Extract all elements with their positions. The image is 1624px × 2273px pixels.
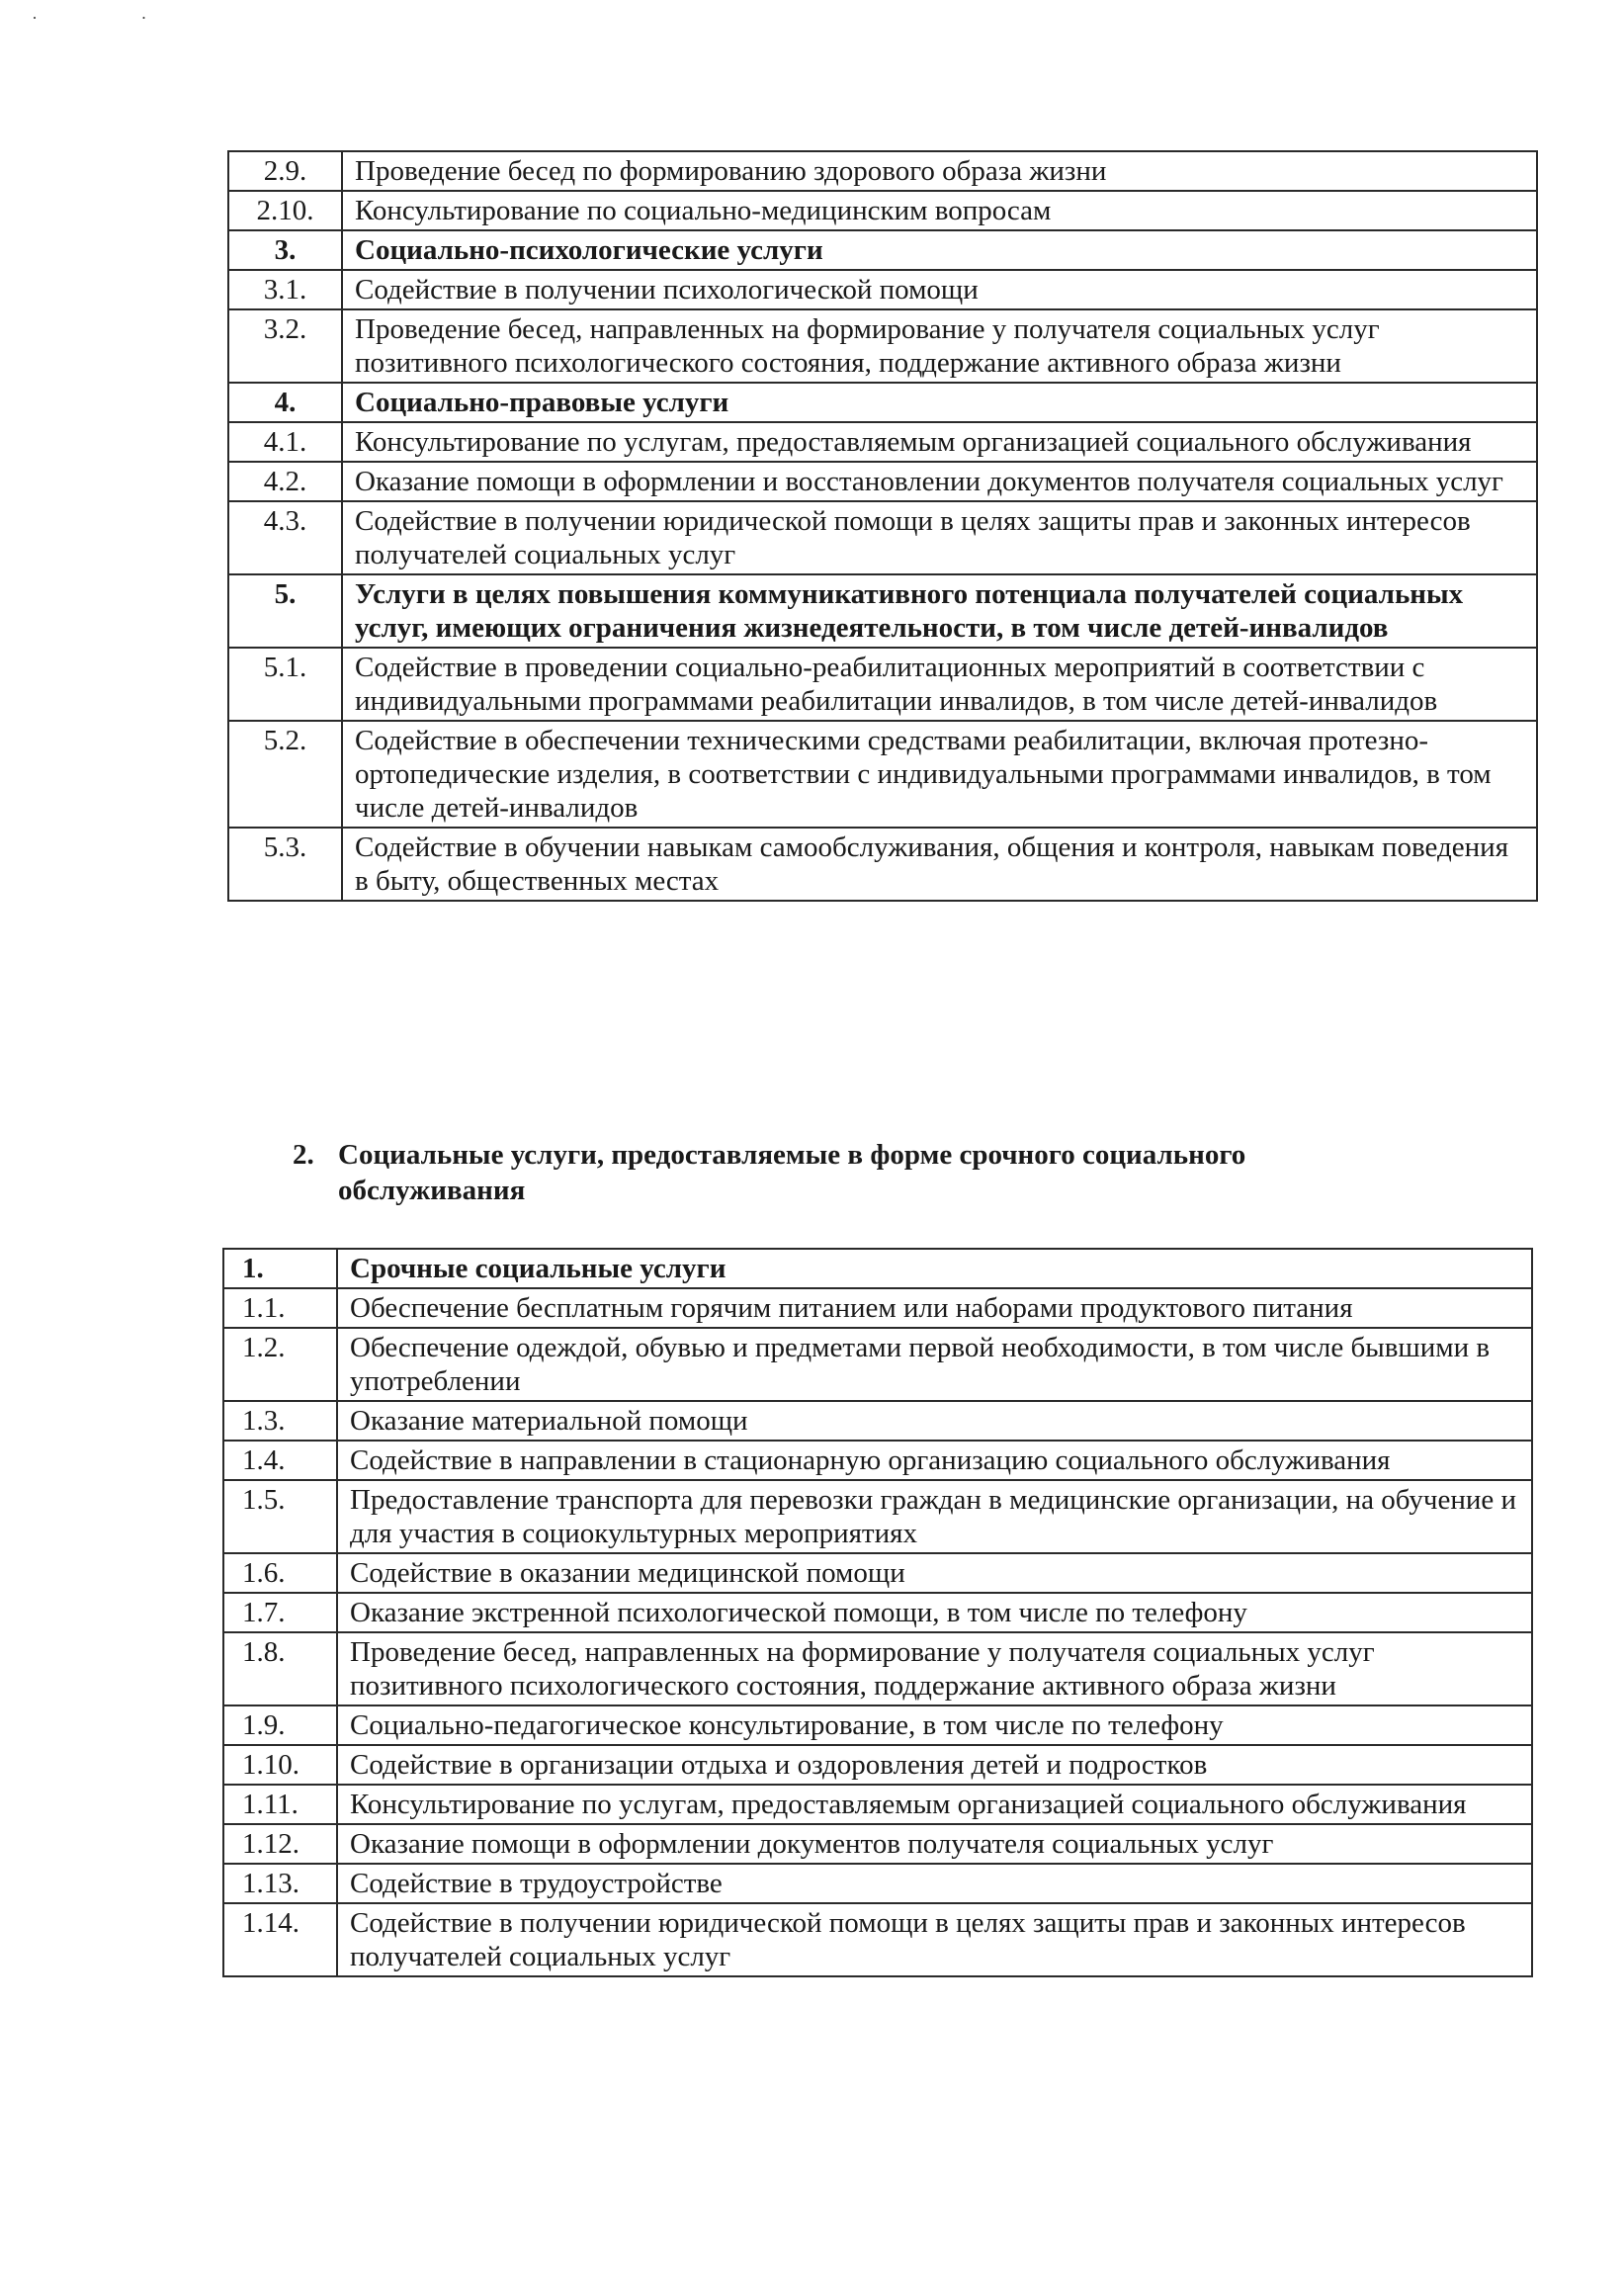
section-heading-number: 2. (293, 1139, 314, 1171)
row-number: 1. (223, 1249, 337, 1288)
table-row (228, 501, 1537, 574)
table-row (223, 1593, 1532, 1632)
row-text: Услуги в целях повышения коммуникативного потенциала получателей социальных услуг, имеющих ограничения жизнедеятельности, в том числе детей-инвалидов (342, 574, 1537, 648)
table-body (228, 151, 1537, 901)
row-number: 1.2. (223, 1328, 337, 1401)
row-text: Оказание материальной помощи (337, 1401, 1532, 1441)
row-number: 1.5. (223, 1480, 337, 1553)
row-number: 1.10. (223, 1745, 337, 1785)
table-row (228, 422, 1537, 462)
row-text: Консультирование по услугам, предоставляемым организацией социального обслуживания (337, 1785, 1532, 1824)
table-row (223, 1288, 1532, 1328)
row-text: Обеспечение одеждой, обувью и предметами первой необходимости, в том числе бывшими в употреблении (337, 1328, 1532, 1401)
row-number: 5.2. (228, 721, 342, 828)
table-row (228, 151, 1537, 191)
row-number: 5.1. (228, 648, 342, 721)
row-text: Оказание экстренной психологической помощи, в том числе по телефону (337, 1593, 1532, 1632)
table-row (223, 1480, 1532, 1553)
table-row (228, 462, 1537, 501)
row-text: Содействие в направлении в стационарную организацию социального обслуживания (337, 1441, 1532, 1480)
section-row (228, 574, 1537, 648)
row-number: 4. (228, 383, 342, 422)
row-text: Содействие в проведении социально-реабилитационных мероприятий в соответствии с индивидуальными программами реабилитации инвалидов, в том числе детей-инвалидов (342, 648, 1537, 721)
row-text: Проведение бесед по формированию здорового образа жизни (342, 151, 1537, 191)
section-row (228, 383, 1537, 422)
row-text: Содействие в обеспечении техническими средствами реабилитации, включая протезно-ортопедические изделия, в соответствии с индивидуальными программами инвалидов, в том числе детей-инвалидов (342, 721, 1537, 828)
table-row (223, 1632, 1532, 1705)
row-text: Содействие в оказании медицинской помощи (337, 1553, 1532, 1593)
row-text: Содействие в трудоустройстве (337, 1864, 1532, 1903)
table-row (223, 1903, 1532, 1976)
table-row (228, 270, 1537, 309)
row-number: 1.7. (223, 1593, 337, 1632)
row-number: 2.10. (228, 191, 342, 230)
table-row (228, 648, 1537, 721)
row-text: Социально-правовые услуги (342, 383, 1537, 422)
row-number: 3.2. (228, 309, 342, 383)
row-number: 1.11. (223, 1785, 337, 1824)
row-number: 1.3. (223, 1401, 337, 1441)
row-text: Оказание помощи в оформлении и восстановлении документов получателя социальных услуг (342, 462, 1537, 501)
row-number: 4.3. (228, 501, 342, 574)
scan-specks: · · (32, 8, 197, 28)
row-number: 3. (228, 230, 342, 270)
section-row (228, 230, 1537, 270)
row-number: 1.14. (223, 1903, 337, 1976)
row-number: 3.1. (228, 270, 342, 309)
row-text: Консультирование по социально-медицинским вопросам (342, 191, 1537, 230)
row-text: Социально-педагогическое консультирование, в том числе по телефону (337, 1705, 1532, 1745)
table-row (228, 828, 1537, 901)
table-row (228, 191, 1537, 230)
table-row (223, 1328, 1532, 1401)
section-heading (293, 1137, 1479, 1208)
table-row (223, 1441, 1532, 1480)
row-text: Содействие в организации отдыха и оздоровления детей и подростков (337, 1745, 1532, 1785)
table-row (228, 721, 1537, 828)
row-text: Консультирование по услугам, предоставляемым организацией социального обслуживания (342, 422, 1537, 462)
row-text: Социально-психологические услуги (342, 230, 1537, 270)
table-row (223, 1864, 1532, 1903)
row-number: 1.8. (223, 1632, 337, 1705)
row-text: Обеспечение бесплатным горячим питанием или наборами продуктового питания (337, 1288, 1532, 1328)
table-body (223, 1249, 1532, 1976)
row-number: 2.9. (228, 151, 342, 191)
row-number: 1.12. (223, 1824, 337, 1864)
row-text: Содействие в получении юридической помощи в целях защиты прав и законных интересов получателей социальных услуг (342, 501, 1537, 574)
services-table-continued (227, 150, 1538, 902)
section-heading-text: Социальные услуги, предоставляемые в форме срочного социального обслуживания (338, 1139, 1246, 1206)
row-number: 1.13. (223, 1864, 337, 1903)
table-row (223, 1705, 1532, 1745)
table-row (223, 1401, 1532, 1441)
row-text: Оказание помощи в оформлении документов получателя социальных услуг (337, 1824, 1532, 1864)
row-number: 1.9. (223, 1705, 337, 1745)
row-number: 5. (228, 574, 342, 648)
row-text: Срочные социальные услуги (337, 1249, 1532, 1288)
row-number: 1.6. (223, 1553, 337, 1593)
row-number: 4.1. (228, 422, 342, 462)
row-number: 1.1. (223, 1288, 337, 1328)
row-text: Проведение бесед, направленных на формирование у получателя социальных услуг позитивного психологического состояния, поддержание активного образа жизни (337, 1632, 1532, 1705)
row-number: 4.2. (228, 462, 342, 501)
table-row (223, 1785, 1532, 1824)
table-row (223, 1553, 1532, 1593)
table-row (223, 1824, 1532, 1864)
urgent-services-table (222, 1248, 1533, 1977)
row-text: Содействие в получении юридической помощи в целях защиты прав и законных интересов получателей социальных услуг (337, 1903, 1532, 1976)
row-number: 1.4. (223, 1441, 337, 1480)
row-text: Содействие в обучении навыкам самообслуживания, общения и контроля, навыкам поведения в быту, общественных местах (342, 828, 1537, 901)
section-row (223, 1249, 1532, 1288)
row-text: Проведение бесед, направленных на формирование у получателя социальных услуг позитивного психологического состояния, поддержание активного образа жизни (342, 309, 1537, 383)
row-number: 5.3. (228, 828, 342, 901)
row-text: Предоставление транспорта для перевозки граждан в медицинские организации, на обучение и для участия в социокультурных мероприятиях (337, 1480, 1532, 1553)
row-text: Содействие в получении психологической помощи (342, 270, 1537, 309)
table-row (223, 1745, 1532, 1785)
table-row (228, 309, 1537, 383)
